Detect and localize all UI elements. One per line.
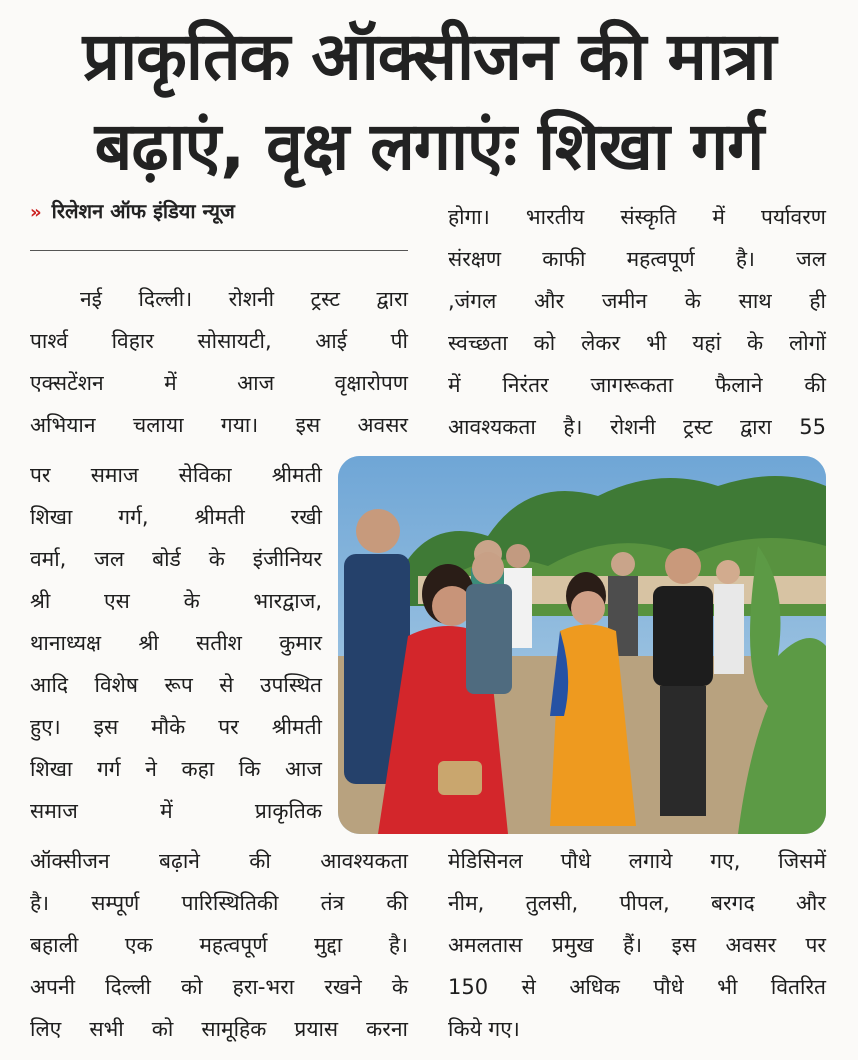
byline <box>30 196 410 228</box>
article-line: आवश्यकता है। रोशनी ट्रस्ट द्वारा 55 <box>448 415 826 439</box>
news-photo <box>338 456 826 834</box>
article-line: समाज में प्राकृतिक <box>30 799 322 823</box>
article-line: किये गए। <box>448 1017 520 1041</box>
article-line: में निरंतर जागरूकता फैलाने की <box>448 373 826 397</box>
article-line: पार्श्व विहार सोसायटी, आई पी <box>30 329 408 353</box>
byline-source: रिलेशन ऑफ इंडिया न्यूज <box>51 199 235 223</box>
photo-illustration <box>338 456 826 834</box>
article-line: एक्सटेंशन में आज वृक्षारोपण <box>30 371 408 395</box>
byline-divider <box>30 250 408 251</box>
article-line: बहाली एक महत्वपूर्ण मुद्दा है। <box>30 933 408 957</box>
article-line: श्री एस के भारद्वाज, <box>30 589 322 613</box>
person-man-black <box>653 548 713 816</box>
headline-line-2: बढ़ाएं, वृक्ष लगाएंः शिखा गर्ग <box>94 108 764 185</box>
article-line: हुए। इस मौके पर श्रीमती <box>30 715 322 739</box>
article-line: थानाध्यक्ष श्री सतीश कुमार <box>30 631 322 655</box>
article-line: लिए सभी को सामूहिक प्रयास करना <box>30 1017 408 1041</box>
article-line: है। सम्पूर्ण पारिस्थितिकी तंत्र की <box>30 891 408 915</box>
article-line: संरक्षण काफी महत्वपूर्ण है। जल <box>448 247 826 271</box>
article-line: होगा। भारतीय संस्कृति में पर्यावरण <box>448 205 826 229</box>
article-line: स्वच्छता को लेकर भी यहां के लोगों <box>448 331 826 355</box>
byline-arrow-icon: » <box>30 202 42 223</box>
article-line: आदि विशेष रूप से उपस्थित <box>30 673 322 697</box>
article-line: नीम, तुलसी, पीपल, बरगद और <box>448 891 826 915</box>
article-line: अमलतास प्रमुख हैं। इस अवसर पर <box>448 933 826 957</box>
article-line: ऑक्सीजन बढ़ाने की आवश्यकता <box>30 849 408 873</box>
article-line: पर समाज सेविका श्रीमती <box>30 463 322 487</box>
article-line: अपनी दिल्ली को हरा-भरा रखने के <box>30 975 408 999</box>
article-line: वर्मा, जल बोर्ड के इंजीनियर <box>30 547 322 571</box>
headline-line-1: प्राकृतिक ऑक्सीजन की मात्रा <box>82 18 776 95</box>
article-line: नई दिल्ली। रोशनी ट्रस्ट द्वारा <box>80 287 408 311</box>
article-line: शिखा गर्ग ने कहा कि आज <box>30 757 322 781</box>
article-line: 150 से अधिक पौधे भी वितरित <box>448 975 826 999</box>
article-line: अभियान चलाया गया। इस अवसर <box>30 413 408 437</box>
article-line: ,जंगल और जमीन के साथ ही <box>448 289 826 313</box>
handbag <box>438 761 482 795</box>
article-line: शिखा गर्ग, श्रीमती रखी <box>30 505 322 529</box>
article-line: मेडिसिनल पौधे लगाये गए, जिसमें <box>448 849 826 873</box>
